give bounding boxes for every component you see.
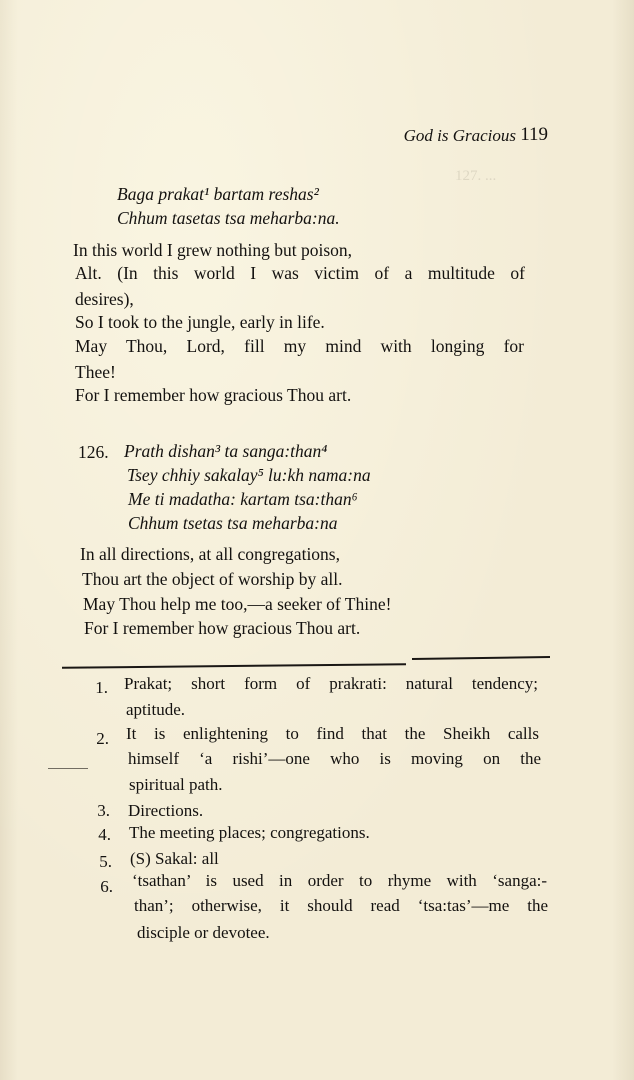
translation-line: May Thou, Lord, fill my mind with longing for <box>75 336 524 356</box>
footnote-text: himself ‘a rishi’—one who is moving on the <box>128 749 541 768</box>
translation-line: So I took to the jungle, early in life. <box>75 312 325 332</box>
running-head: God is Gracious <box>403 126 516 145</box>
translation-line: For I remember how gracious Thou art. <box>75 385 352 405</box>
footnote-text: ‘tsathan’ is used in order to rhyme with ‘sanga:- <box>132 871 547 890</box>
footnote-number: 5. <box>99 852 112 871</box>
footnote-text: (S) Sakal: all <box>130 849 219 868</box>
footnote-text: than’; otherwise, it should read ‘tsa:tas’—me the <box>134 896 548 915</box>
footnote-number: 4. <box>98 825 111 844</box>
footnote-text: Prakat; short form of prakrati: natural tendency; <box>124 674 538 693</box>
verse-line: Me ti madatha: kartam tsa:than⁶ <box>128 489 358 509</box>
translation-line: Alt. (In this world I was victim of a multitude of <box>75 263 525 283</box>
page-number: 119 <box>520 124 548 145</box>
translation-line: In all directions, at all congregations, <box>80 544 340 564</box>
footnote-text: spiritual path. <box>129 775 223 794</box>
footnote-text: It is enlightening to find that the Sheikh calls <box>126 724 539 743</box>
verse-line: Tsey chhiy sakalay⁵ lu:kh nama:na <box>127 465 371 485</box>
footnote-text: aptitude. <box>126 700 186 719</box>
margin-mark <box>48 768 88 769</box>
footnote-number: 2. <box>96 729 109 748</box>
translation-line: desires), <box>75 289 134 309</box>
footnote-text: disciple or devotee. <box>137 923 270 942</box>
footnote-number: 6. <box>100 877 113 896</box>
verse-line: Chhum tsetas tsa meharba:na <box>128 513 338 533</box>
translation-line: For I remember how gracious Thou art. <box>84 618 361 638</box>
translation-line: Thee! <box>75 362 116 382</box>
verse-line: Baga prakat¹ bartam reshas² <box>117 184 319 204</box>
show-through-text: 127. ... <box>455 168 497 184</box>
verse-line: Prath dishan³ ta sanga:than⁴ <box>124 441 328 461</box>
footnote-text: The meeting places; congregations. <box>129 823 370 842</box>
translation-line: Thou art the object of worship by all. <box>82 569 343 589</box>
footnote-text: Directions. <box>128 801 204 820</box>
stanza-number: 126. <box>78 442 109 462</box>
translation-line: May Thou help me too,—a seeker of Thine! <box>83 594 392 614</box>
footnote-number: 3. <box>97 801 110 820</box>
translation-line: In this world I grew nothing but poison, <box>73 240 353 260</box>
verse-line: Chhum tasetas tsa meharba:na. <box>117 208 340 228</box>
footnote-number: 1. <box>95 678 108 697</box>
footnote-rule <box>62 663 406 668</box>
footnote-rule <box>412 656 550 659</box>
